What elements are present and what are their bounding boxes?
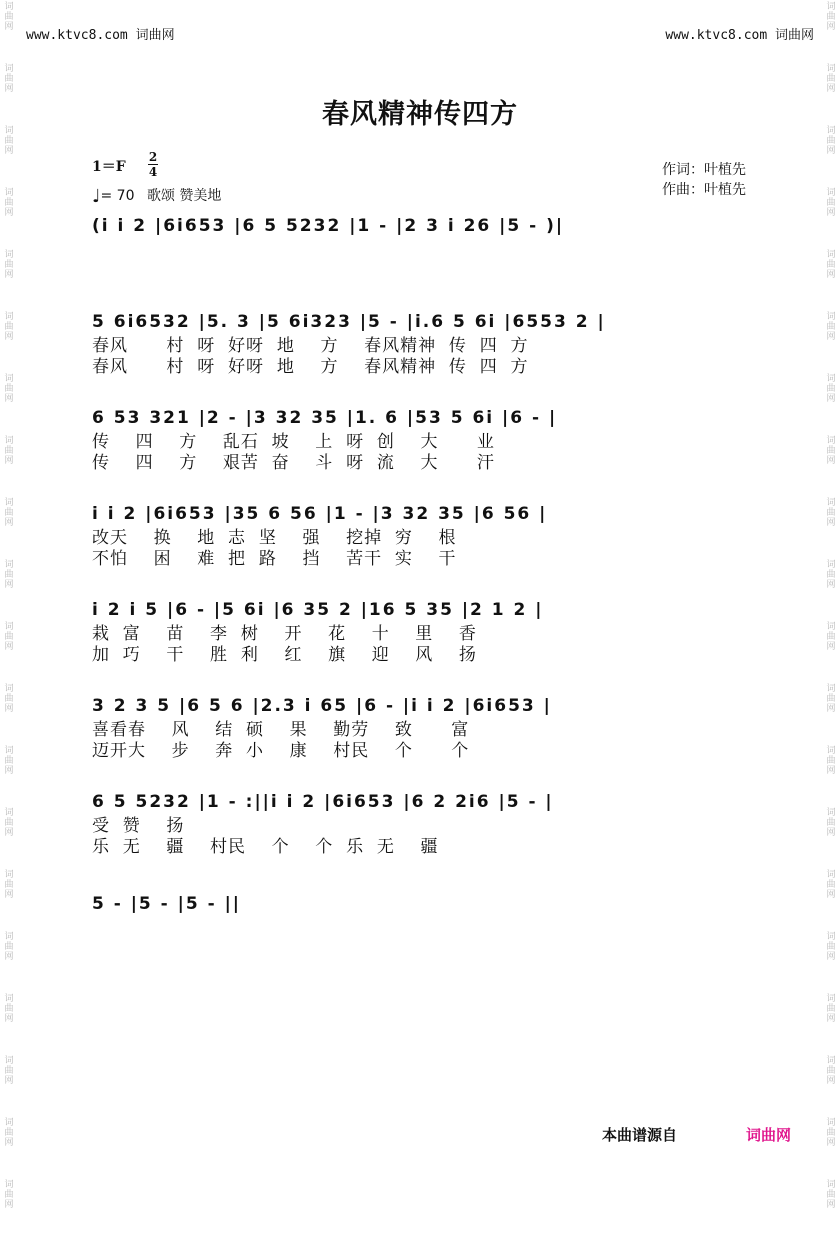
watermark-glyph: 词 曲 网 [4, 126, 14, 156]
header-site-link-right[interactable]: www.ktvc8.com 词曲网 [665, 28, 814, 43]
lyric-line: 改天 换 地 志 坚 强 挖掉 穷 根 [92, 528, 457, 548]
watermark-glyph: 词 曲 网 [826, 994, 836, 1024]
watermark-glyph: 词 曲 网 [826, 498, 836, 528]
watermark-glyph: 词 曲 网 [4, 1118, 14, 1148]
tempo-value: = 70 [100, 188, 135, 204]
lyric-line: 喜看春 风 结 硕 果 勤劳 致 富 [92, 720, 470, 740]
footer-source-label: 本曲谱源自 [602, 1126, 678, 1144]
watermark-glyph: 词 曲 网 [826, 374, 836, 404]
watermark-glyph: 词 曲 网 [4, 560, 14, 590]
score-row [92, 212, 762, 240]
time-signature [148, 150, 158, 179]
watermark-glyph: 词 曲 网 [4, 498, 14, 528]
score-row [92, 404, 762, 474]
watermark-glyph: 词 曲 网 [4, 64, 14, 94]
notation-line: (i i 2 |6i653 |6 5 5232 |1 - |2 3 i 26 |5 - )| [92, 216, 565, 236]
quarter-note-icon: ♩ [92, 186, 101, 207]
watermark-glyph: 词 曲 网 [826, 1056, 836, 1086]
score-row [92, 308, 762, 378]
watermark-glyph: 词 曲 网 [4, 188, 14, 218]
watermark-glyph: 词 曲 网 [4, 622, 14, 652]
watermark-glyph: 词 曲 网 [826, 126, 836, 156]
composer: 作曲：叶植先 [662, 182, 746, 198]
notation-line: 3 2 3 5 |6 5 6 |2.3 i 65 |6 - |i i 2 |6i653 | [92, 696, 552, 716]
watermark-glyph: 词 曲 网 [4, 312, 14, 342]
notation-line: i 2 i 5 |6 - |5 6i |6 35 2 |16 5 35 |2 1 2 | [92, 600, 544, 620]
watermark-glyph: 词 曲 网 [4, 2, 14, 32]
watermark-glyph: 词 曲 网 [826, 622, 836, 652]
lyric-line: 迈开大 步 奔 小 康 村民 个 个 [92, 741, 470, 761]
watermark-glyph: 词 曲 网 [826, 560, 836, 590]
lyric-line: 栽 富 苗 李 树 开 花 十 里 香 [92, 624, 477, 644]
watermark-glyph: 词 曲 网 [4, 1056, 14, 1086]
watermark-glyph: 词 曲 网 [826, 870, 836, 900]
left-watermark-strip [0, 0, 18, 1210]
score-row [92, 788, 762, 858]
notation-line: 5 6i6532 |5. 3 |5 6i323 |5 - |i.6 5 6i |6553 2 | [92, 312, 606, 332]
meter-top: 2 [148, 150, 158, 164]
watermark-glyph: 词 曲 网 [826, 2, 836, 32]
credits [662, 160, 746, 200]
score-row [92, 890, 762, 918]
lyric-line: 乐 无 疆 村民 个 个 乐 无 疆 [92, 837, 439, 857]
watermark-glyph: 词 曲 网 [4, 808, 14, 838]
key-signature: 1＝F [92, 159, 126, 175]
watermark-glyph: 词 曲 网 [826, 188, 836, 218]
notation-line: 6 53 321 |2 - |3 32 35 |1. 6 |53 5 6i |6 - | [92, 408, 558, 428]
lyric-line: 不怕 困 难 把 路 挡 苦干 实 干 [92, 549, 457, 569]
watermark-glyph: 词 曲 网 [826, 1180, 836, 1210]
score-row [92, 596, 762, 666]
watermark-glyph: 词 曲 网 [4, 994, 14, 1024]
watermark-glyph: 词 曲 网 [4, 684, 14, 714]
lyric-line: 加 巧 干 胜 利 红 旗 迎 风 扬 [92, 645, 477, 665]
lyricist: 作词：叶植先 [662, 162, 746, 178]
watermark-glyph: 词 曲 网 [4, 250, 14, 280]
notation-line: 5 - |5 - |5 - || [92, 894, 241, 914]
watermark-glyph: 词 曲 网 [826, 312, 836, 342]
score-row [92, 500, 762, 570]
header-site-link-left[interactable]: www.ktvc8.com 词曲网 [26, 28, 175, 43]
watermark-glyph: 词 曲 网 [4, 746, 14, 776]
watermark-glyph: 词 曲 网 [4, 870, 14, 900]
watermark-glyph: 词 曲 网 [826, 932, 836, 962]
right-watermark-strip [822, 0, 840, 1210]
song-title: 春风精神传四方 [322, 99, 518, 130]
mood-marking: 歌颂 赞美地 [146, 188, 222, 204]
score-row [92, 692, 762, 762]
notation-line: i i 2 |6i653 |35 6 56 |1 - |3 32 35 |6 56 | [92, 504, 548, 524]
lyric-line: 传 四 方 艰苦 奋 斗 呀 流 大 汗 [92, 453, 495, 473]
watermark-glyph: 词 曲 网 [826, 808, 836, 838]
lyric-line: 传 四 方 乱石 坡 上 呀 创 大 业 [92, 432, 495, 452]
watermark-glyph: 词 曲 网 [4, 374, 14, 404]
watermark-glyph: 词 曲 网 [4, 436, 14, 466]
watermark-glyph: 词 曲 网 [826, 684, 836, 714]
watermark-glyph: 词 曲 网 [826, 436, 836, 466]
watermark-glyph: 词 曲 网 [826, 250, 836, 280]
watermark-glyph: 词 曲 网 [826, 64, 836, 94]
watermark-glyph: 词 曲 网 [826, 1118, 836, 1148]
watermark-glyph: 词 曲 网 [4, 932, 14, 962]
watermark-glyph: 词 曲 网 [4, 1180, 14, 1210]
lyric-line: 春风 村 呀 好呀 地 方 春风精神 传 四 方 [92, 336, 529, 356]
footer-brand-link[interactable]: 词曲网 [746, 1126, 792, 1144]
meter-bottom: 4 [148, 165, 158, 179]
lyric-line: 受 赞 扬 [92, 816, 185, 836]
lyric-line: 春风 村 呀 好呀 地 方 春风精神 传 四 方 [92, 357, 529, 377]
notation-line: 6 5 5232 |1 - :||i i 2 |6i653 |6 2 2i6 |5 - | [92, 792, 554, 812]
tempo-marking [92, 185, 221, 207]
watermark-glyph: 词 曲 网 [826, 746, 836, 776]
